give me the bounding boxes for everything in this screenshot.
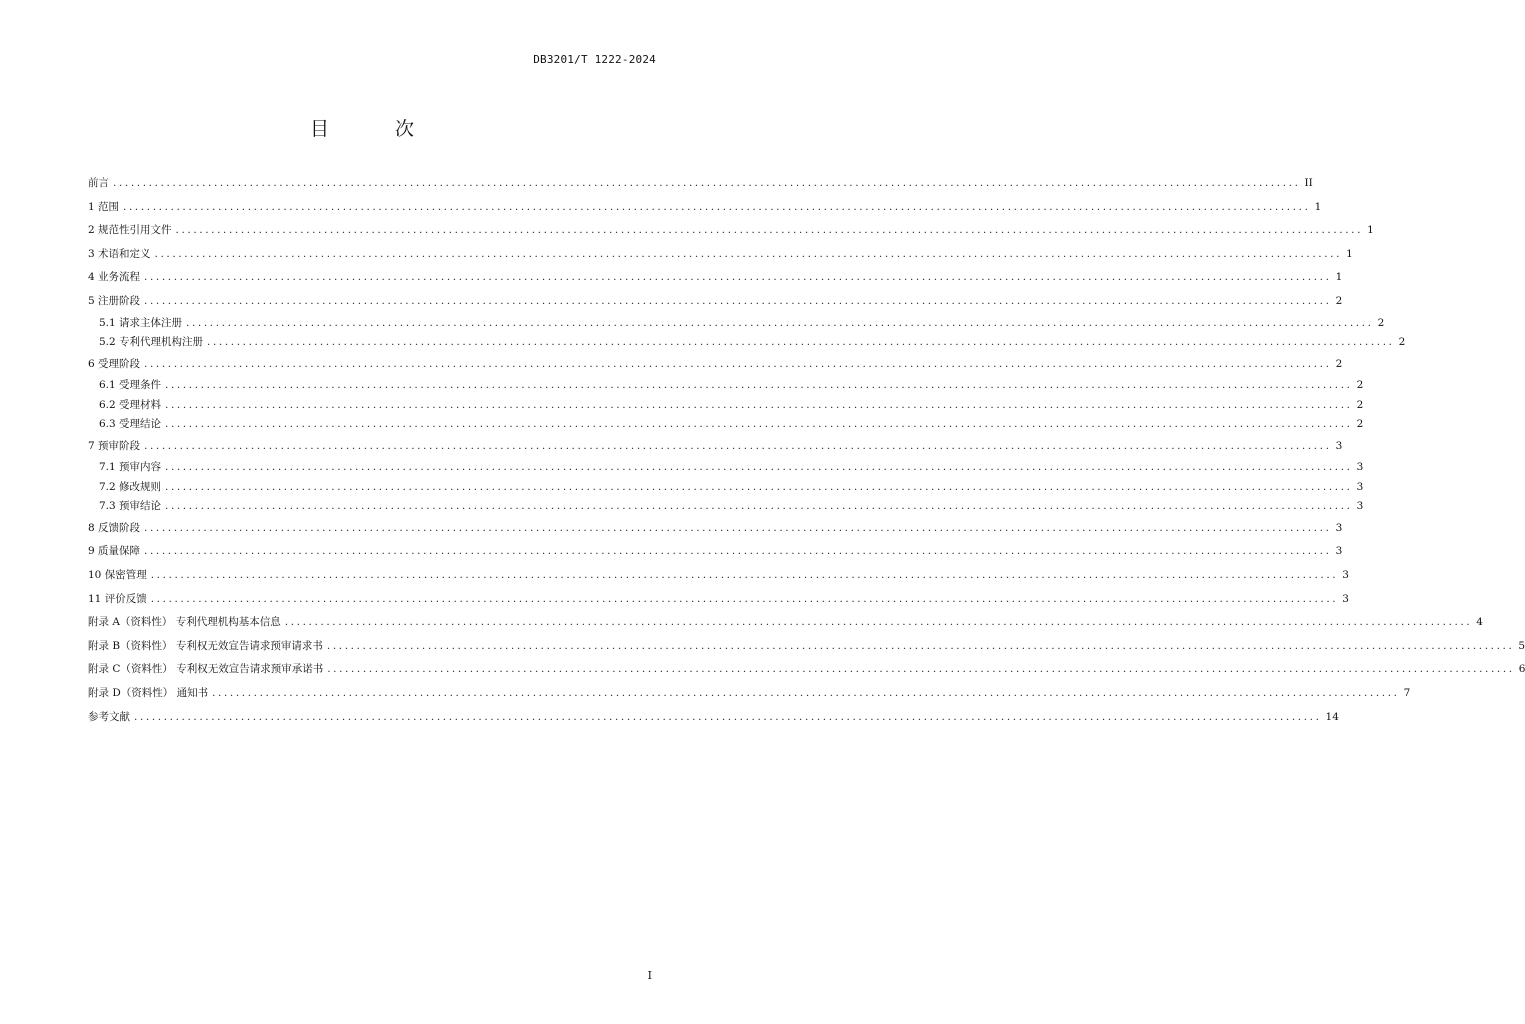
toc-leader-dots: ........................................................................................................................................................................................................ (186, 316, 1374, 329)
toc-entry-label: 7.1 预审内容 (99, 461, 162, 474)
toc-entry[interactable] (88, 682, 1411, 706)
toc-entry-page: 2 (1356, 379, 1364, 392)
toc-entry[interactable] (88, 658, 1525, 682)
toc-entry[interactable] (88, 540, 1343, 564)
toc-entry-page: 6 (1518, 663, 1525, 676)
toc-leader-dots: ........................................................................................................................................................................................................ (212, 686, 1400, 699)
toc-entry-label: 6.3 受理结论 (99, 418, 162, 431)
toc-entry-page: 7 (1403, 686, 1411, 699)
toc-entry[interactable] (88, 333, 1406, 353)
toc-leader-dots: ........................................................................................................................................................................................................ (284, 616, 1473, 629)
toc-entry-label: 3 术语和定义 (88, 247, 151, 260)
toc-entry-page: 3 (1356, 480, 1364, 493)
table-of-contents (88, 172, 1525, 729)
toc-leader-dots: ........................................................................................................................................................................................................ (165, 398, 1353, 411)
toc-entry-label: 7.2 修改规则 (99, 480, 162, 493)
toc-entry[interactable] (88, 564, 1349, 588)
toc-entry-label: 11 评价反馈 (88, 592, 147, 605)
toc-entry-page: 4 (1476, 616, 1483, 629)
toc-leader-dots: ........................................................................................................................................................................................................ (144, 271, 1332, 284)
toc-entry[interactable] (88, 478, 1364, 498)
toc-entry[interactable] (88, 396, 1364, 416)
toc-entry-page: 2 (1356, 398, 1364, 411)
toc-entry-page: 2 (1335, 294, 1343, 307)
toc-entry-page: 14 (1325, 710, 1339, 723)
toc-entry[interactable] (88, 290, 1343, 314)
toc-leader-dots: ........................................................................................................................................................................................................ (144, 294, 1332, 307)
toc-entry-page: 3 (1342, 568, 1349, 581)
toc-leader-dots: ........................................................................................................................................................................................................ (207, 336, 1395, 349)
page-number: I (647, 969, 652, 982)
toc-entry-label: 8 反馈阶段 (88, 521, 141, 534)
toc-entry-label: 附录 D（资料性） 通知书 (88, 686, 209, 699)
toc-entry-label: 附录 B（资料性） 专利权无效宣告请求预审请求书 (88, 639, 323, 652)
toc-entry-label: 9 质量保障 (88, 545, 141, 558)
document-code: DB3201/T 1222-2024 (533, 53, 656, 66)
toc-entry[interactable] (88, 517, 1343, 541)
toc-entry[interactable] (88, 314, 1385, 334)
toc-entry[interactable] (88, 172, 1313, 196)
toc-leader-dots: ........................................................................................................................................................................................................ (113, 177, 1301, 189)
toc-entry-label: 5 注册阶段 (88, 294, 141, 307)
toc-entry-label: 前言 (88, 177, 109, 189)
toc-entry-page: 3 (1356, 461, 1364, 474)
toc-entry-page: 2 (1398, 336, 1406, 349)
toc-entry-page: 1 (1314, 200, 1322, 213)
toc-leader-dots: ........................................................................................................................................................................................................ (144, 357, 1332, 370)
toc-leader-dots: ........................................................................................................................................................................................................ (150, 592, 1339, 605)
toc-entry-label: 5.1 请求主体注册 (99, 316, 183, 329)
toc-entry-page: 1 (1335, 271, 1343, 284)
toc-leader-dots: ........................................................................................................................................................................................................ (175, 224, 1364, 237)
toc-entry-page: 1 (1367, 224, 1374, 237)
toc-entry-page: 3 (1335, 545, 1343, 558)
toc-entry-page: 2 (1356, 418, 1364, 431)
toc-leader-dots: ........................................................................................................................................................................................................ (165, 461, 1353, 474)
toc-entry[interactable] (88, 635, 1525, 659)
toc-leader-dots: ........................................................................................................................................................................................................ (134, 710, 1322, 723)
toc-entry-page: 2 (1335, 357, 1343, 370)
toc-entry-label: 附录 C（资料性） 专利权无效宣告请求预审承诺书 (88, 663, 324, 676)
toc-entry-page: 3 (1356, 500, 1364, 513)
toc-entry-page: 3 (1342, 592, 1349, 605)
toc-leader-dots: ........................................................................................................................................................................................................ (165, 418, 1353, 431)
toc-leader-dots: ........................................................................................................................................................................................................ (326, 639, 1515, 652)
toc-entry-page: II (1304, 177, 1313, 189)
toc-entry-label: 附录 A（资料性） 专利代理机构基本信息 (88, 616, 281, 629)
toc-entry-page: 3 (1335, 521, 1343, 534)
toc-entry[interactable] (88, 611, 1483, 635)
toc-entry[interactable] (88, 435, 1343, 459)
toc-entry-label: 参考文献 (88, 710, 130, 723)
toc-entry-label: 1 范围 (88, 200, 120, 213)
toc-entry-label: 5.2 专利代理机构注册 (99, 336, 204, 349)
toc-entry-page: 1 (1346, 247, 1353, 260)
toc-entry-label: 6 受理阶段 (88, 357, 141, 370)
toc-leader-dots: ........................................................................................................................................................................................................ (165, 480, 1353, 493)
toc-entry-page: 2 (1377, 316, 1385, 329)
toc-entry[interactable] (88, 243, 1353, 267)
toc-title: 目 次 (309, 118, 445, 140)
toc-entry-label: 4 业务流程 (88, 271, 141, 284)
toc-leader-dots: ........................................................................................................................................................................................................ (144, 439, 1332, 452)
toc-entry[interactable] (88, 219, 1374, 243)
toc-leader-dots: ........................................................................................................................................................................................................ (165, 379, 1353, 392)
toc-leader-dots: ........................................................................................................................................................................................................ (150, 568, 1339, 581)
toc-entry[interactable] (88, 376, 1364, 396)
toc-leader-dots: ........................................................................................................................................................................................................ (123, 200, 1311, 213)
toc-leader-dots: ........................................................................................................................................................................................................ (154, 247, 1343, 260)
toc-entry-page: 5 (1518, 639, 1525, 652)
toc-leader-dots: ........................................................................................................................................................................................................ (144, 545, 1332, 558)
toc-entry[interactable] (88, 196, 1322, 220)
toc-entry[interactable] (88, 588, 1349, 612)
toc-entry[interactable] (88, 706, 1339, 730)
toc-entry[interactable] (88, 497, 1364, 517)
toc-entry-label: 7.3 预审结论 (99, 500, 162, 513)
toc-leader-dots: ........................................................................................................................................................................................................ (327, 663, 1515, 676)
toc-leader-dots: ........................................................................................................................................................................................................ (144, 521, 1332, 534)
toc-entry-label: 6.1 受理条件 (99, 379, 162, 392)
toc-entry-label: 2 规范性引用文件 (88, 224, 172, 237)
toc-entry[interactable] (88, 415, 1364, 435)
toc-entry-label: 7 预审阶段 (88, 439, 141, 452)
toc-entry-page: 3 (1335, 439, 1343, 452)
toc-entry[interactable] (88, 353, 1343, 377)
toc-entry[interactable] (88, 458, 1364, 478)
toc-entry[interactable] (88, 266, 1343, 290)
toc-leader-dots: ........................................................................................................................................................................................................ (165, 500, 1353, 513)
toc-entry-label: 6.2 受理材料 (99, 398, 162, 411)
toc-entry-label: 10 保密管理 (88, 568, 147, 581)
